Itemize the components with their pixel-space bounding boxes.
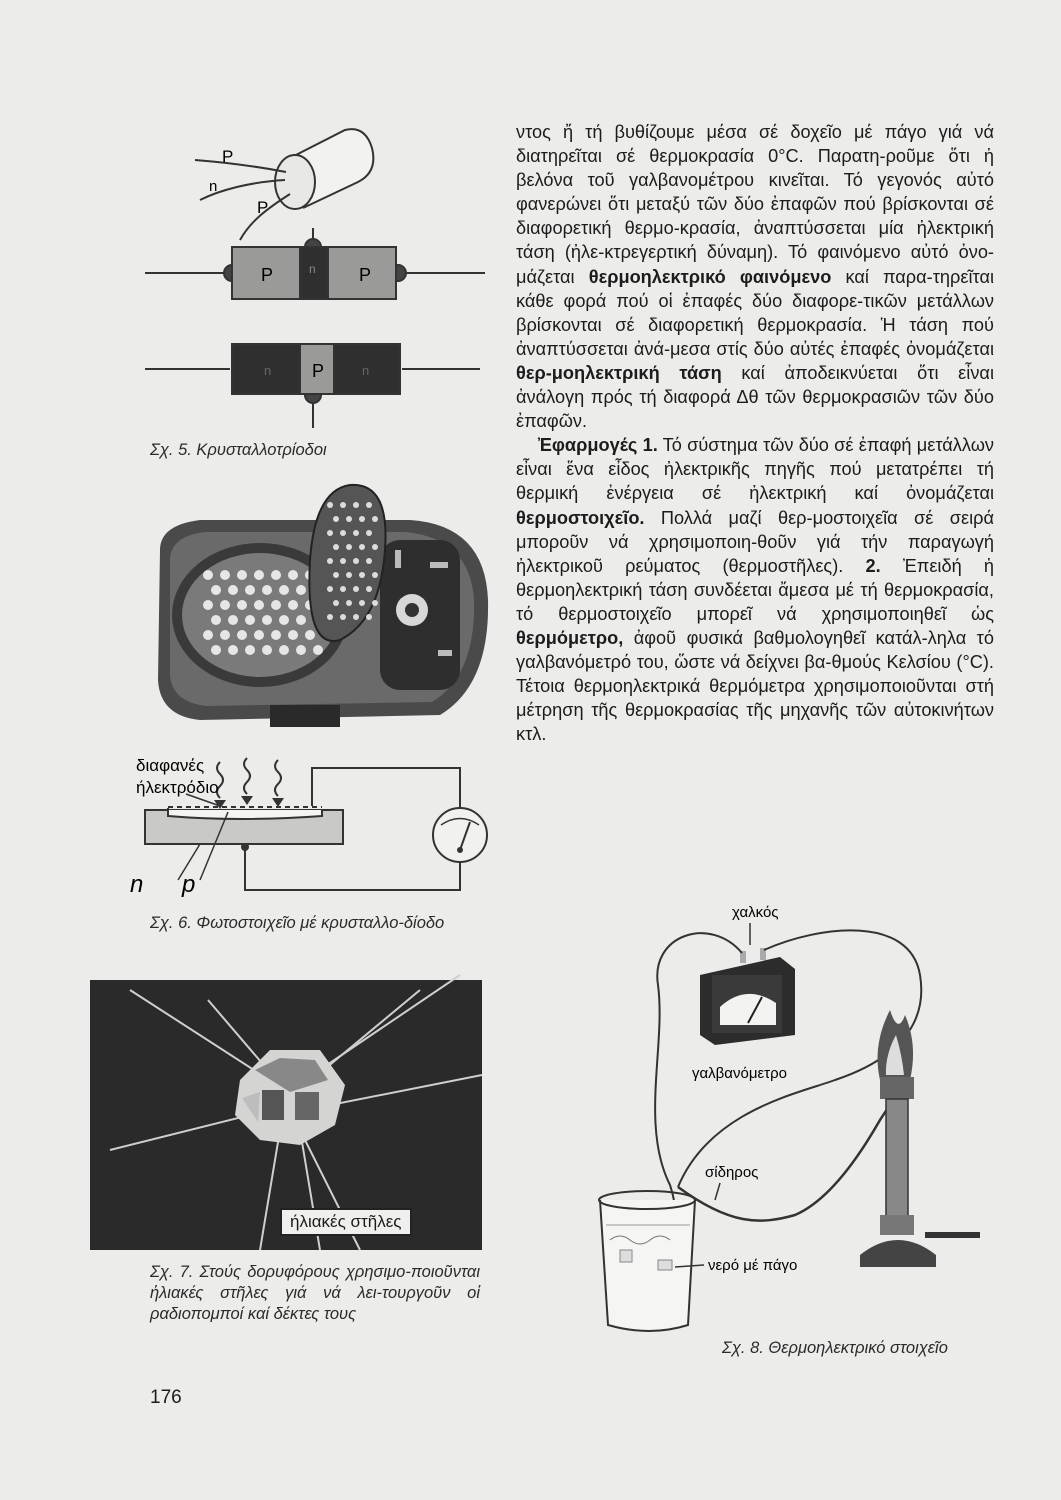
galvanometer [700,948,795,1045]
cyl-label-p1: P [222,147,234,166]
photo-solar-device [140,480,500,750]
npn-label-left: n [264,363,272,378]
cyl-label-p2: P [257,198,269,217]
body-text [516,120,994,746]
fig6-label-diafanes: διαφανές [136,756,205,775]
fig8-label-chalkos: χαλκός [732,904,779,921]
page-number: 176 [150,1387,182,1408]
text-s4: Τό σύστημα τῶν δύο σέ ἐπαφή μετάλλων εἶναι ἕνα εἶδος ἠλεκτρικῆς πηγῆς πού μετατρέπει τή θερμική ἐνέργεια σέ ἠλεκτρική καί ὀνομάζεται [516,435,994,504]
term-thermocouple: θερμοστοιχεῖο. [516,507,645,528]
term-thermoelectric-phenomenon: θερμοηλεκτρικό φαινόμενο [588,266,832,287]
fig8-label-nero: νερό μέ πάγο [708,1257,798,1274]
npn-label-mid: P [312,361,325,381]
figure-8-thermocouple [580,895,1000,1335]
beaker [599,1191,695,1331]
term-number-2: 2. [865,555,881,576]
pnp-label-left: P [261,265,274,285]
fig5-caption: Σχ. 5. Κρυσταλλοτρίοδοι [150,441,327,459]
text-s1: ντος ἤ τή βυθίζουμε μέσα σέ δοχεῖο μέ πάγο γιά νά διατηρεῖται σέ θερμοκρασία 0°C. Παρατη-ροῦμε ὅτι ἡ βελόνα τοῦ γαλβανομέτρου κινεῖται. Τό γεγονός αὐτό φανερώνει ὅτι μεταξύ τῶν δύο ἐπαφῶν πού βρίσκονται σέ διαφορετική θερμο-κρασία, ἀναπτύσσεται μία ἠλεκτρική τάση (ἠλε-κτρεγερτική δύναμη). Τό φαινόμενο αὐτό ὀνο-μάζεται [516,122,994,287]
npn-transistor [145,344,480,428]
fig7-photo-label: ήλιακές στῆλες [280,1208,412,1236]
wire-iron [678,1090,898,1221]
text-s7: ἀφοῦ φυσικά βαθμολογηθεῖ κατάλ-ληλα τό γαλβανόμετρό του, ὥστε νά δείχνει βα-θμούς Κελσίου (°C). Τέτοια θερμοηλεκτρικά θερμόμετρα χρησιμοποιοῦνται στή μέτρηση τῆς θερμοκρασίας τῆς μηχανῆς τῶν αὐτοκινήτων κτλ. [516,627,994,745]
fig6-label-n: n [130,871,144,898]
text-s6: Ἐπειδή ἡ θερμοηλεκτρική τάση συνδέεται ἄμεσα μέ τή θερμοκρασία, τό θερμοστοιχεῖο μπορεῖ νά χρησιμοποιηθεῖ ὡς [516,555,994,624]
text-s2: καί παρα-τηρεῖται κάθε φορά πού οἱ ἐπαφές δύο διαφορε-τικῶν μετάλλων βρίσκονται σέ διαφορετική θερμοκρασία. Ἡ τάση πού ἀναπτύσσεται ἀνά-μεσα στίς δύο αὐτές ἐπαφές ὀνομάζεται [516,266,994,359]
cyl-label-n: n [209,178,218,195]
pnp-label-mid: n [309,262,316,276]
fig6-label-ilektrodio: ήλεκτρόδιο [136,778,219,797]
figure-5-transistors [140,110,500,440]
text-s5: Πολλά μαζί θερ-μοστοιχεῖα σέ σειρά μποροῦν νά χρησιμοποιη-θοῦν γιά τήν παραγωγή ἠλεκτρικοῦ ρεύματος (θερμοστῆλες). [516,507,994,576]
fig8-label-sidiros: σίδηρος [705,1164,759,1181]
cylinder-transistor [195,129,373,240]
fig7-caption: Σχ. 7. Στούς δορυφόρους χρησιμο-ποιοῦνται ἡλιακές στῆλες γιά νά λει-τουργοῦν οἱ ραδιοπομποί καί δέκτες τους [150,1263,480,1323]
text-s3: καί ἀποδεικνύεται ὅτι εἶναι ἀνάλογη πρός τή διαφορά Δθ τῶν θερμοκρασιῶν τῶν δύο ἐπαφῶν. [516,362,994,432]
npn-label-right: n [362,363,370,378]
term-applications: Ἐφαρμογές 1. [538,435,658,456]
term-thermometer: θερμόμετρο, [516,627,624,648]
fig8-label-galvanometro: γαλβανόμετρο [692,1065,787,1082]
term-thermoelectric-voltage: θερ-μοηλεκτρική τάση [516,362,722,383]
pnp-label-right: P [359,265,372,285]
fig6-caption: Σχ. 6. Φωτοστοιχεῖο μέ κρυσταλλο-δίοδο [150,914,445,932]
paragraph-1 [516,120,994,433]
figure-6-photocell [130,750,500,910]
fig6-label-p: p [182,871,196,898]
figure-7-satellite-photo [90,980,482,1250]
fig8-caption: Σχ. 8. Θερμοηλεκτρικό στοιχεῖο [722,1339,948,1357]
paragraph-2 [516,433,994,746]
bunsen-burner [860,1010,980,1267]
light-rays [217,758,281,798]
